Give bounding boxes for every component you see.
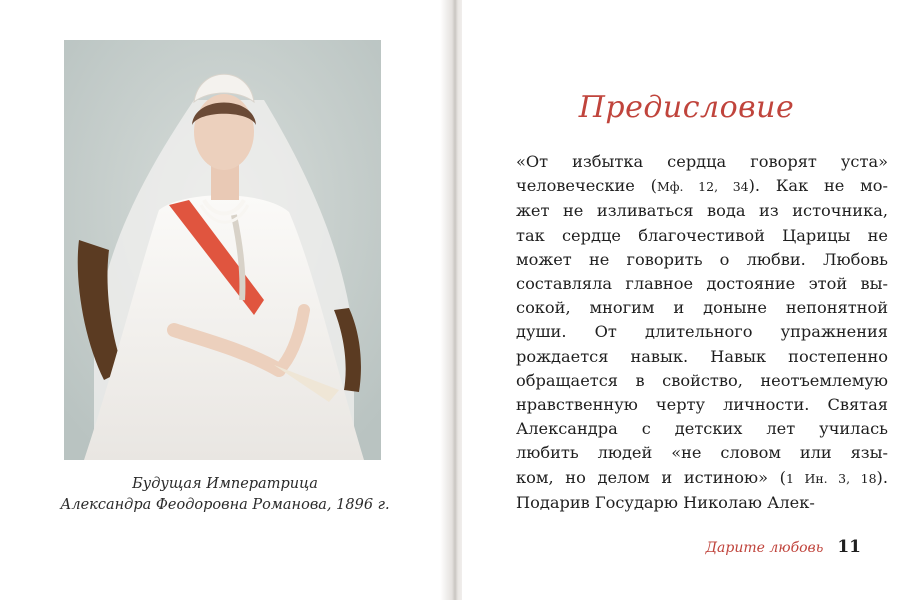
- right-page: [462, 0, 911, 600]
- text-line: [516, 199, 888, 223]
- text-run: составляла главное достояние этой вы-: [516, 274, 888, 294]
- text-run: может не говорить о любви. Любовь: [516, 249, 888, 269]
- page-number: 11: [837, 537, 861, 557]
- text-line: [516, 441, 888, 465]
- text-line: [516, 150, 888, 174]
- text-run: обращается в свойство, неотъемлемую: [516, 370, 888, 390]
- scripture-reference: 1 Ин. 3, 18: [785, 470, 877, 486]
- text-run: души. От длительного упражнения: [516, 322, 888, 342]
- text-run: «От избытка сердца говорят уста»: [516, 152, 888, 171]
- text-run: рождается навык. Навык постепенно: [516, 346, 888, 366]
- chapter-heading: Предисловие: [578, 90, 795, 125]
- text-run: сокой, многим и доныне непонятной: [516, 298, 888, 318]
- caption-line-2: Александра Феодоровна Романова, 1896 г.: [60, 497, 390, 513]
- text-run: так сердце благочестивой Царицы не: [516, 225, 888, 245]
- text-line: [516, 369, 888, 393]
- text-line: [516, 320, 888, 344]
- portrait-illustration: [64, 40, 381, 460]
- text-line: [516, 417, 888, 441]
- text-line: [516, 224, 888, 248]
- text-run: ком, но делом и истиною» (: [516, 467, 786, 487]
- photo-caption: [20, 474, 430, 516]
- text-run: любить людей «не словом или язы-: [516, 443, 888, 463]
- text-run: человеческие (: [516, 176, 657, 196]
- text-line: [516, 491, 888, 515]
- caption-line-1: Будущая Императрица: [132, 476, 318, 492]
- text-line: [516, 174, 888, 199]
- page-footer: [706, 537, 861, 557]
- text-line: [516, 296, 888, 320]
- running-title: Дарите любовь: [705, 540, 824, 556]
- text-line: [516, 466, 888, 491]
- body-paragraph: [516, 150, 888, 515]
- text-run: ).: [876, 467, 888, 487]
- text-run: Александра с детских лет училась: [516, 419, 888, 439]
- text-line: [516, 272, 888, 296]
- text-run: Подарив Государю Николаю Алек-: [516, 492, 815, 512]
- portrait-photo: [64, 40, 381, 460]
- text-run: нравственную черту личности. Святая: [516, 395, 888, 415]
- text-line: [516, 345, 888, 369]
- text-run: ). Как не мо-: [748, 176, 888, 196]
- text-line: [516, 248, 888, 272]
- text-line: [516, 393, 888, 417]
- scripture-reference: Мф. 12, 34: [656, 179, 749, 195]
- text-run: жет не изливаться вода из источника,: [516, 201, 888, 221]
- left-page: [0, 0, 450, 600]
